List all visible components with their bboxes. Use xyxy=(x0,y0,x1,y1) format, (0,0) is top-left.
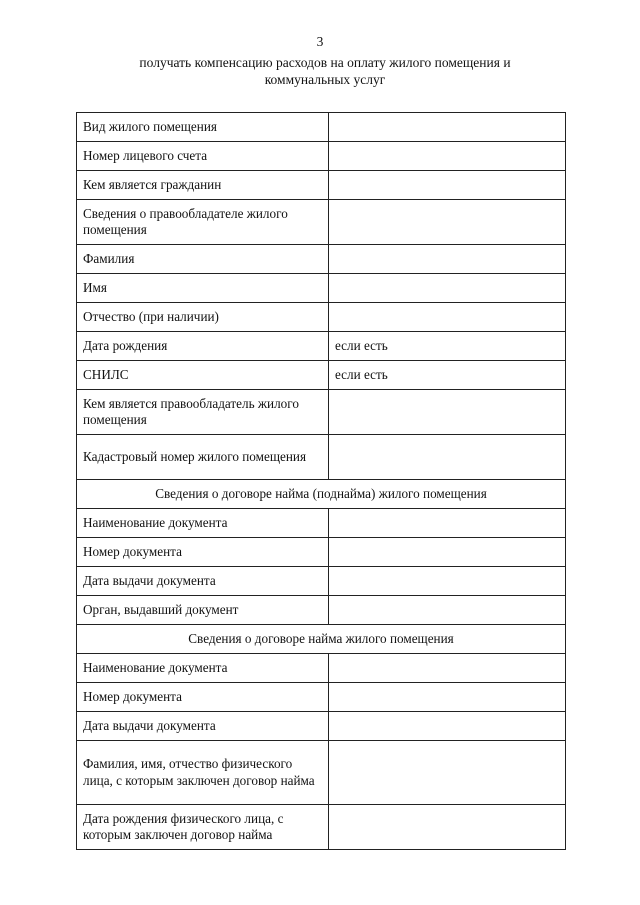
application-form-table xyxy=(76,112,566,850)
section-heading-row xyxy=(77,625,566,654)
field-label: Дата рождения физического лица, с которым заключен договор найма xyxy=(77,805,329,850)
field-value[interactable] xyxy=(329,274,566,303)
table-row xyxy=(77,142,566,171)
field-label: Номер лицевого счета xyxy=(77,142,329,171)
field-value[interactable] xyxy=(329,435,566,480)
field-value[interactable] xyxy=(329,113,566,142)
table-row xyxy=(77,390,566,435)
field-label: Имя xyxy=(77,274,329,303)
field-label: Номер документа xyxy=(77,683,329,712)
heading-line-2: коммунальных услуг xyxy=(264,72,386,87)
field-value[interactable] xyxy=(329,741,566,805)
field-value[interactable] xyxy=(329,596,566,625)
section-heading: Сведения о договоре найма жилого помещения xyxy=(77,625,566,654)
field-label: Отчество (при наличии) xyxy=(77,303,329,332)
field-value[interactable] xyxy=(329,142,566,171)
field-value[interactable] xyxy=(329,538,566,567)
field-label: Наименование документа xyxy=(77,509,329,538)
field-value[interactable] xyxy=(329,390,566,435)
field-label: Орган, выдавший документ xyxy=(77,596,329,625)
field-value[interactable] xyxy=(329,200,566,245)
table-row xyxy=(77,509,566,538)
field-value[interactable] xyxy=(329,683,566,712)
table-row xyxy=(77,596,566,625)
field-label: Кем является гражданин xyxy=(77,171,329,200)
field-value[interactable] xyxy=(329,509,566,538)
table-row xyxy=(77,245,566,274)
table-row xyxy=(77,741,566,805)
field-label: Номер документа xyxy=(77,538,329,567)
field-label: СНИЛС xyxy=(77,361,329,390)
table-row xyxy=(77,654,566,683)
field-label: Кадастровый номер жилого помещения xyxy=(77,435,329,480)
field-value[interactable] xyxy=(329,171,566,200)
table-row xyxy=(77,805,566,850)
field-label: Дата выдачи документа xyxy=(77,567,329,596)
field-label: Дата рождения xyxy=(77,332,329,361)
field-value[interactable] xyxy=(329,805,566,850)
field-label: Кем является правообладатель жилого помещения xyxy=(77,390,329,435)
table-row xyxy=(77,567,566,596)
section-heading-row xyxy=(77,480,566,509)
table-row xyxy=(77,171,566,200)
field-label: Фамилия xyxy=(77,245,329,274)
table-row xyxy=(77,113,566,142)
field-value[interactable] xyxy=(329,712,566,741)
heading-line-1: получать компенсацию расходов на оплату жилого помещения и xyxy=(139,55,511,70)
table-row xyxy=(77,712,566,741)
field-value[interactable]: если есть xyxy=(329,332,566,361)
table-row xyxy=(77,303,566,332)
field-value[interactable] xyxy=(329,245,566,274)
section-heading: Сведения о договоре найма (поднайма) жилого помещения xyxy=(77,480,566,509)
field-label: Фамилия, имя, отчество физического лица, с которым заключен договор найма xyxy=(77,741,329,805)
page-number: 3 xyxy=(316,34,324,49)
field-label: Дата выдачи документа xyxy=(77,712,329,741)
table-row xyxy=(77,274,566,303)
form-table-body xyxy=(77,113,566,850)
table-row xyxy=(77,683,566,712)
field-value[interactable]: если есть xyxy=(329,361,566,390)
table-row xyxy=(77,200,566,245)
field-value[interactable] xyxy=(329,654,566,683)
field-value[interactable] xyxy=(329,567,566,596)
field-value[interactable] xyxy=(329,303,566,332)
field-label: Сведения о правообладателе жилого помещения xyxy=(77,200,329,245)
table-row xyxy=(77,361,566,390)
document-heading xyxy=(60,54,590,88)
table-row xyxy=(77,435,566,480)
field-label: Наименование документа xyxy=(77,654,329,683)
table-row xyxy=(77,538,566,567)
table-row xyxy=(77,332,566,361)
field-label: Вид жилого помещения xyxy=(77,113,329,142)
